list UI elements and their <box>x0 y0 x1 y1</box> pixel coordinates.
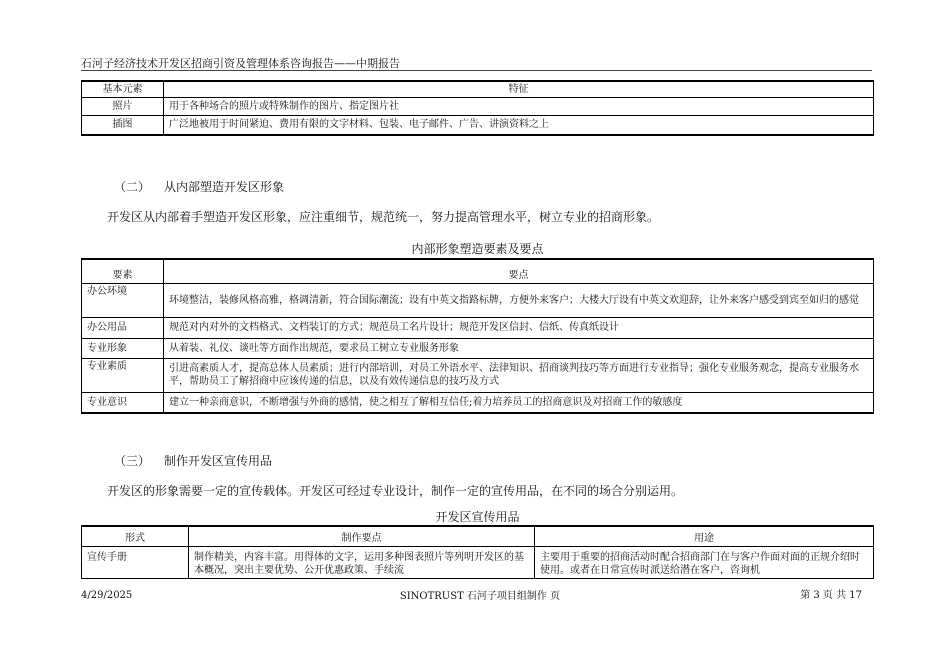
internal-image-table <box>81 258 874 414</box>
table-row <box>82 283 874 317</box>
table-row <box>82 546 874 578</box>
header-divider <box>81 70 872 71</box>
table-header-row <box>82 259 874 283</box>
table-header-row <box>82 81 874 98</box>
table-cell: 专业素质 <box>82 358 164 392</box>
promo-table-clip <box>81 525 877 581</box>
table-header-cell: 制作要点 <box>189 526 535 546</box>
section-number: （二） <box>114 180 151 194</box>
table-cell: 专业形象 <box>82 338 164 358</box>
table-cell: 主要用于重要的招商活动时配合招商部门在与客户作面对面的正规介绍时使用。或者在日常宣传时派送给潜在客户，咨询机 <box>535 546 874 578</box>
section-paragraph: 开发区从内部着手塑造开发区形象，应注重细节，规范统一，努力提高管理水平，树立专业的招商形象。 <box>107 210 660 224</box>
table-row <box>82 98 874 116</box>
table-cell: 从着装、礼仪、谈吐等方面作出规范，要求员工树立专业服务形象 <box>164 338 874 358</box>
section-heading <box>114 453 272 469</box>
header-title: 石河子经济技术开发区招商引资及管理体系咨询报告——中期报告 <box>81 57 400 70</box>
section-number: （三） <box>114 454 151 468</box>
table-cell: 办公环境 <box>82 283 164 317</box>
table-cell: 规范对内对外的文档格式、文档装订的方式；规范员工名片设计；规范开发区信封、信纸、传真纸设计 <box>164 317 874 338</box>
table-cell: 广泛地被用于时间紧迫、费用有限的文字材料、包装、电子邮件、广告、讲演资料之上 <box>164 116 874 135</box>
section-paragraph: 开发区的形象需要一定的宣传载体。开发区可经过专业设计，制作一定的宣传用品，在不同的场合分别运用。 <box>107 484 684 498</box>
table-cell: 专业意识 <box>82 392 164 413</box>
table-cell: 插图 <box>82 116 164 135</box>
footer-page-number: 第 3 页 共 17 <box>800 590 862 601</box>
table-row <box>82 338 874 358</box>
table-row <box>82 392 874 413</box>
section-title: 从内部塑造开发区形象 <box>164 180 285 194</box>
table-header-cell: 要点 <box>164 259 874 283</box>
photo-illustration-table <box>81 80 874 136</box>
footer-credit: SINOTRUST 石河子项目组制作 页 <box>399 591 561 602</box>
section-heading <box>114 179 284 195</box>
table-cell: 建立一种亲商意识，不断增强与外商的感情，使之相互了解相互信任;着力培养员工的招商意识及对招商工作的敏感度 <box>164 392 874 413</box>
table-caption: 开发区宣传用品 <box>435 510 520 524</box>
table-header-cell: 基本元素 <box>82 81 164 98</box>
table-cell: 引进高素质人才，提高总体人员素质；进行内部培训，对员工外语水平、法律知识、招商谈判技巧等方面进行专业指导；强化专业服务观念，提高专业服务水平，帮助员工了解招商中应该传递的信息，以及有效传递信息的技巧及方式 <box>164 358 874 392</box>
table-cell: 环境整洁，装修风格高雅，格调清新，符合国际潮流；设有中英文指路标牌，方便外来客户；大楼大厅设有中英文欢迎辞，让外来客户感受到宾至如归的感觉 <box>164 283 874 317</box>
section-title: 制作开发区宣传用品 <box>164 454 273 468</box>
table-cell: 照片 <box>82 98 164 116</box>
table-header-row <box>82 526 874 546</box>
table-cell: 制作精美，内容丰富。用得体的文字，运用多种图表照片等列明开发区的基本概况，突出主要优势、公开优惠政策、手续流 <box>189 546 535 578</box>
table-header-cell: 特征 <box>164 81 874 98</box>
footer-date: 4/29/2025 <box>81 590 133 601</box>
table-row <box>82 358 874 392</box>
table-row <box>82 116 874 135</box>
table-row <box>82 317 874 338</box>
table-header-cell: 要素 <box>82 259 164 283</box>
table-cell: 办公用品 <box>82 317 164 338</box>
table-cell: 用于各种场合的照片或特殊制作的图片、指定图片社 <box>164 98 874 116</box>
table-cell: 宣传手册 <box>82 546 189 578</box>
table-header-cell: 用途 <box>535 526 874 546</box>
table-header-cell: 形式 <box>82 526 189 546</box>
promo-items-table <box>81 525 874 579</box>
table-caption: 内部形象塑造要素及要点 <box>411 242 544 256</box>
